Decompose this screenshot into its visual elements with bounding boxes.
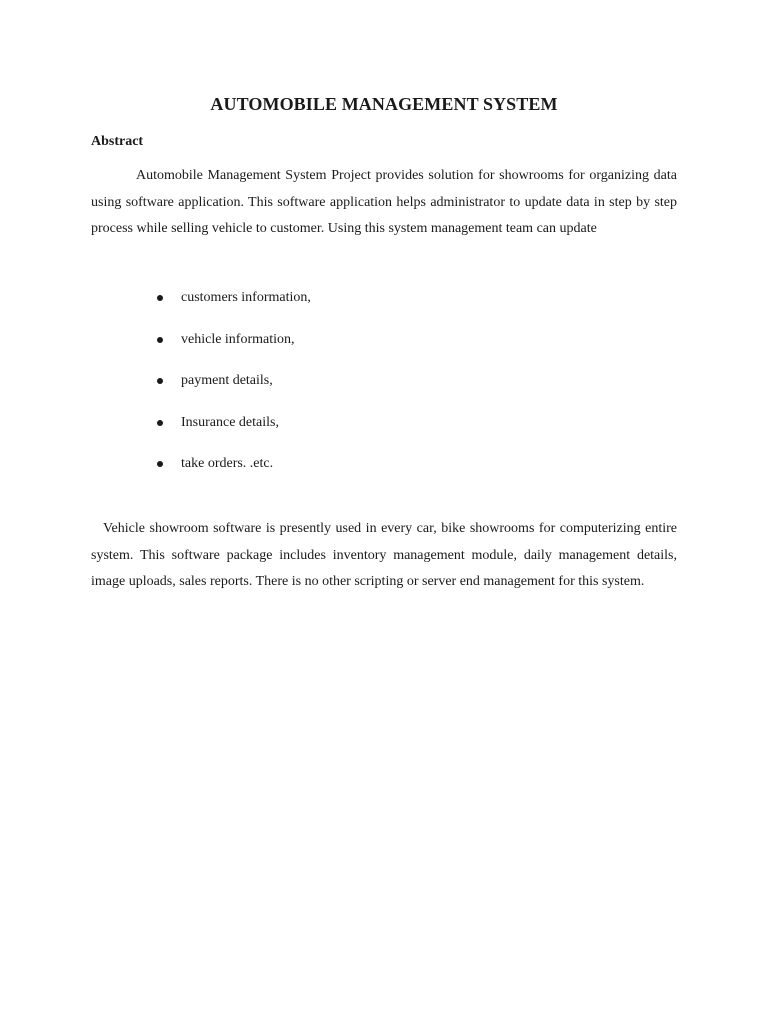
list-item-text: payment details, [181,373,273,388]
bullet-icon [157,420,163,426]
abstract-paragraph-2: Vehicle showroom software is presently used in every car, bike showrooms for computerizing entire system. This software package includes inventory management module, daily management details, image uploads, sales reports. There is no other scripting or server end management for this system. [91,521,677,589]
update-items-list [155,285,311,493]
list-item-text: take orders. .etc. [181,456,274,471]
list-item [155,368,311,410]
bullet-icon [157,337,163,343]
list-item-text: vehicle information, [181,331,295,347]
list-item [155,451,311,493]
bullet-icon [157,378,163,384]
list-item [155,285,311,327]
bullet-icon [157,461,163,467]
document-title: AUTOMOBILE MANAGEMENT SYSTEM [210,94,558,114]
bullet-icon [157,295,163,301]
list-item [155,327,311,369]
list-item-text: customers information, [181,290,311,305]
list-item [155,410,311,452]
list-item-text: Insurance details, [181,414,279,430]
section-heading-abstract: Abstract [91,134,144,149]
abstract-paragraph-1: Automobile Management System Project provides solution for showrooms for organizing data using software application. This software application helps administrator to update data in step by step process while selling vehicle to customer. Using this system management team can update [91,168,677,236]
